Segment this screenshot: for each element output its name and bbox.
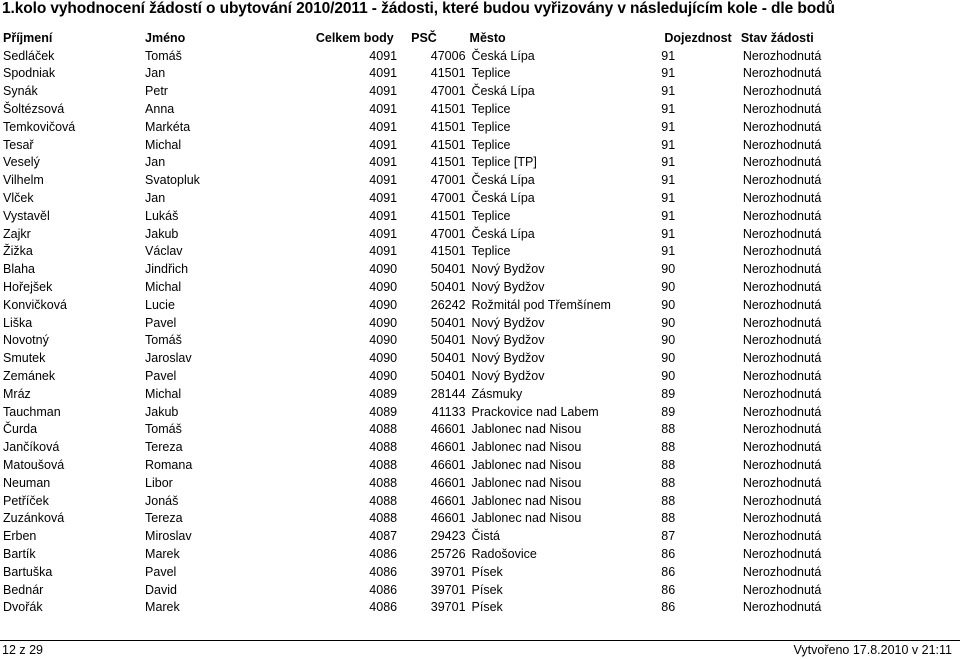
table-row (0, 474, 960, 492)
cell-surname: Bartuška (3, 564, 53, 579)
table-header-row (0, 29, 960, 47)
cell-status: Nerozhodnutá (742, 564, 822, 579)
table-row (0, 100, 960, 118)
cell-commute: 88 (661, 493, 676, 508)
cell-postal-code: 50401 (430, 280, 466, 295)
cell-status: Nerozhodnutá (742, 547, 822, 561)
cell-first-name: Petr (145, 84, 168, 99)
page-number: 12 z 29 (2, 643, 44, 657)
cell-first-name: Svatopluk (145, 173, 200, 188)
column-header-first-name: Jméno (145, 30, 186, 45)
cell-postal-code: 50401 (430, 351, 466, 366)
cell-first-name: Jaroslav (145, 351, 192, 366)
cell-postal-code: 46601 (430, 511, 466, 526)
cell-postal-code: 41133 (431, 404, 466, 419)
cell-city: Písek (471, 564, 503, 579)
cell-commute: 91 (661, 226, 676, 241)
cell-commute: 88 (661, 422, 676, 437)
cell-commute: 86 (661, 564, 676, 579)
cell-first-name: Lucie (145, 297, 175, 312)
table-row (0, 527, 960, 545)
cell-city: Teplice (471, 208, 511, 223)
cell-city: Česká Lípa (471, 191, 535, 206)
cell-city: Nový Bydžov (471, 369, 545, 384)
cell-status: Nerozhodnutá (742, 280, 822, 295)
cell-postal-code: 46601 (430, 493, 466, 508)
cell-status: Nerozhodnutá (742, 404, 822, 419)
cell-total-points: 4090 (369, 280, 398, 295)
cell-city: Teplice [TP] (471, 155, 537, 170)
cell-surname: Matoušová (3, 458, 65, 473)
applications-table (0, 29, 960, 616)
cell-commute: 91 (661, 208, 676, 223)
cell-total-points: 4090 (369, 369, 398, 384)
cell-status: Nerozhodnutá (742, 529, 822, 544)
table-row (0, 243, 960, 261)
cell-surname: Synák (3, 84, 38, 99)
cell-surname: Neuman (3, 475, 51, 490)
cell-postal-code: 41501 (430, 208, 466, 223)
cell-city: Jablonec nad Nisou (471, 493, 582, 508)
cell-first-name: Pavel (145, 564, 177, 579)
cell-city: Jablonec nad Nisou (471, 511, 582, 526)
cell-first-name: Tomáš (145, 422, 182, 437)
cell-commute: 88 (661, 475, 676, 490)
cell-city: Česká Lípa (471, 48, 535, 63)
cell-city: Teplice (471, 137, 511, 152)
cell-postal-code: 41501 (430, 155, 466, 170)
cell-surname: Vystavěl (3, 208, 50, 223)
cell-postal-code: 25726 (430, 547, 466, 561)
cell-total-points: 4091 (369, 244, 398, 259)
cell-status: Nerozhodnutá (742, 600, 822, 615)
cell-status: Nerozhodnutá (742, 262, 822, 277)
cell-first-name: Tomáš (145, 333, 182, 348)
table-row (0, 492, 960, 510)
cell-surname: Jančíková (3, 440, 60, 455)
cell-postal-code: 46601 (430, 422, 466, 437)
table-row (0, 563, 960, 581)
cell-surname: Mráz (3, 386, 31, 401)
cell-surname: Dvořák (3, 600, 43, 615)
cell-city: Česká Lípa (471, 173, 535, 188)
table-row (0, 545, 960, 563)
cell-status: Nerozhodnutá (742, 119, 822, 134)
cell-status: Nerozhodnutá (742, 48, 822, 63)
cell-first-name: Libor (145, 475, 173, 490)
cell-postal-code: 41501 (430, 244, 466, 259)
cell-status: Nerozhodnutá (742, 102, 822, 117)
column-header-surname: Příjmení (3, 30, 53, 45)
cell-total-points: 4089 (369, 386, 398, 401)
cell-first-name: Jakub (145, 226, 179, 241)
cell-city: Nový Bydžov (471, 262, 545, 277)
cell-first-name: Pavel (145, 315, 177, 330)
cell-first-name: Tereza (145, 511, 183, 526)
cell-status: Nerozhodnutá (742, 511, 822, 526)
cell-total-points: 4091 (369, 173, 398, 188)
created-timestamp: Vytvořeno 17.8.2010 v 21:11 (793, 643, 952, 657)
cell-status: Nerozhodnutá (742, 244, 822, 259)
table-row (0, 260, 960, 278)
cell-first-name: Michal (145, 386, 182, 401)
cell-status: Nerozhodnutá (742, 66, 822, 81)
cell-city: Jablonec nad Nisou (471, 422, 582, 437)
cell-surname: Vilhelm (3, 173, 44, 188)
cell-postal-code: 29423 (430, 529, 466, 544)
cell-total-points: 4091 (369, 137, 398, 152)
cell-first-name: Václav (145, 244, 183, 259)
cell-surname: Konvičková (3, 297, 67, 312)
table-row (0, 367, 960, 385)
cell-surname: Spodniak (3, 66, 56, 81)
cell-total-points: 4088 (369, 440, 398, 455)
table-row (0, 189, 960, 207)
table-row (0, 421, 960, 439)
table-row (0, 332, 960, 350)
table-row (0, 82, 960, 100)
cell-city: Radošovice (471, 547, 537, 561)
cell-surname: Erben (3, 529, 37, 544)
cell-first-name: Miroslav (145, 529, 192, 544)
cell-status: Nerozhodnutá (742, 84, 822, 99)
cell-commute: 90 (661, 315, 676, 330)
cell-surname: Zuzánková (3, 511, 65, 526)
cell-first-name: Marek (145, 600, 180, 615)
cell-first-name: Tomáš (145, 48, 182, 63)
table-row (0, 65, 960, 83)
cell-first-name: Michal (145, 280, 182, 295)
cell-status: Nerozhodnutá (742, 386, 822, 401)
cell-commute: 90 (661, 369, 676, 384)
cell-city: Teplice (471, 102, 511, 117)
cell-postal-code: 41501 (430, 102, 466, 117)
cell-city: Jablonec nad Nisou (471, 458, 582, 473)
cell-first-name: Jakub (145, 404, 179, 419)
cell-first-name: David (145, 582, 177, 597)
table-row (0, 349, 960, 367)
cell-city: Jablonec nad Nisou (471, 440, 582, 455)
cell-total-points: 4090 (369, 333, 398, 348)
cell-surname: Tauchman (3, 404, 61, 419)
cell-total-points: 4088 (369, 475, 398, 490)
cell-postal-code: 41501 (430, 137, 466, 152)
cell-first-name: Jindřich (145, 262, 189, 277)
cell-total-points: 4091 (369, 155, 398, 170)
cell-total-points: 4088 (369, 422, 398, 437)
cell-commute: 90 (661, 262, 676, 277)
cell-commute: 86 (661, 582, 676, 597)
cell-commute: 91 (661, 119, 676, 134)
cell-first-name: Tereza (145, 440, 183, 455)
cell-total-points: 4091 (369, 119, 398, 134)
cell-commute: 91 (661, 244, 676, 259)
cell-city: Prackovice nad Labem (471, 404, 599, 419)
table-row (0, 47, 960, 65)
cell-commute: 91 (661, 84, 676, 99)
cell-commute: 88 (661, 458, 676, 473)
cell-city: Jablonec nad Nisou (471, 475, 582, 490)
cell-status: Nerozhodnutá (742, 475, 822, 490)
cell-commute: 87 (661, 529, 676, 544)
cell-total-points: 4088 (369, 511, 398, 526)
cell-postal-code: 50401 (430, 315, 466, 330)
cell-total-points: 4090 (369, 351, 398, 366)
cell-status: Nerozhodnutá (742, 315, 822, 330)
cell-postal-code: 46601 (430, 458, 466, 473)
cell-total-points: 4086 (369, 600, 398, 615)
cell-commute: 88 (661, 440, 676, 455)
cell-commute: 88 (661, 511, 676, 526)
cell-surname: Hořejšek (3, 280, 53, 295)
cell-status: Nerozhodnutá (742, 208, 822, 223)
cell-total-points: 4091 (369, 102, 398, 117)
cell-status: Nerozhodnutá (742, 493, 822, 508)
table-row (0, 314, 960, 332)
cell-total-points: 4091 (369, 226, 398, 241)
table-row (0, 581, 960, 599)
cell-postal-code: 28144 (430, 386, 466, 401)
cell-city: Písek (471, 600, 503, 615)
cell-surname: Bednár (3, 582, 44, 597)
cell-commute: 91 (661, 191, 676, 206)
column-header-total-points: Celkem body (315, 30, 394, 45)
cell-city: Nový Bydžov (471, 280, 545, 295)
cell-total-points: 4091 (369, 191, 398, 206)
table-row (0, 438, 960, 456)
cell-status: Nerozhodnutá (742, 351, 822, 366)
cell-surname: Sedláček (3, 48, 55, 63)
column-header-commute: Dojezdnost (664, 30, 732, 45)
cell-postal-code: 26242 (430, 297, 466, 312)
cell-postal-code: 50401 (430, 333, 466, 348)
cell-commute: 86 (661, 600, 676, 615)
cell-status: Nerozhodnutá (742, 226, 822, 241)
cell-surname: Veselý (3, 155, 40, 170)
column-header-postal-code: PSČ (411, 30, 437, 45)
cell-first-name: Jan (145, 191, 166, 206)
cell-city: Česká Lípa (471, 84, 535, 99)
cell-first-name: Jan (145, 155, 166, 170)
cell-total-points: 4090 (369, 315, 398, 330)
cell-first-name: Michal (145, 137, 182, 152)
table-row (0, 154, 960, 172)
cell-total-points: 4091 (369, 208, 398, 223)
cell-surname: Bartík (3, 547, 36, 561)
cell-city: Nový Bydžov (471, 315, 545, 330)
cell-postal-code: 50401 (430, 262, 466, 277)
cell-first-name: Marek (145, 547, 180, 561)
cell-city: Nový Bydžov (471, 351, 545, 366)
cell-total-points: 4089 (369, 404, 398, 419)
table-row (0, 278, 960, 296)
cell-commute: 91 (661, 66, 676, 81)
table-row (0, 136, 960, 154)
cell-first-name: Pavel (145, 369, 177, 384)
cell-first-name: Jan (145, 66, 166, 81)
cell-postal-code: 46601 (430, 475, 466, 490)
cell-status: Nerozhodnutá (742, 297, 822, 312)
cell-commute: 86 (661, 547, 676, 561)
cell-postal-code: 41501 (430, 119, 466, 134)
cell-first-name: Markéta (145, 119, 191, 134)
cell-surname: Smutek (3, 351, 46, 366)
cell-city: Čistá (471, 529, 501, 544)
cell-city: Teplice (471, 66, 511, 81)
table-row (0, 207, 960, 225)
cell-total-points: 4086 (369, 582, 398, 597)
cell-commute: 90 (661, 351, 676, 366)
cell-status: Nerozhodnutá (742, 191, 822, 206)
cell-total-points: 4088 (369, 458, 398, 473)
cell-postal-code: 47001 (430, 191, 466, 206)
cell-surname: Čurda (3, 422, 38, 437)
footer-divider (0, 640, 960, 641)
cell-first-name: Anna (145, 102, 175, 117)
cell-postal-code: 47001 (430, 226, 466, 241)
cell-status: Nerozhodnutá (742, 137, 822, 152)
cell-first-name: Lukáš (145, 208, 179, 223)
cell-status: Nerozhodnutá (742, 422, 822, 437)
cell-postal-code: 41501 (430, 66, 466, 81)
cell-surname: Zajkr (3, 226, 31, 241)
table-row (0, 385, 960, 403)
cell-postal-code: 47001 (430, 173, 466, 188)
cell-status: Nerozhodnutá (742, 333, 822, 348)
cell-surname: Tesař (3, 137, 34, 152)
page-title: 1.kolo vyhodnocení žádostí o ubytování 2010/2011 - žádosti, které budou vyřizovány v následujícím kole - dle bodů (2, 0, 835, 17)
table-row (0, 225, 960, 243)
cell-postal-code: 47006 (430, 48, 466, 63)
cell-commute: 90 (661, 333, 676, 348)
cell-total-points: 4090 (369, 297, 398, 312)
cell-postal-code: 39701 (430, 564, 466, 579)
cell-status: Nerozhodnutá (742, 440, 822, 455)
cell-commute: 91 (661, 173, 676, 188)
cell-postal-code: 39701 (430, 600, 466, 615)
cell-first-name: Romana (145, 458, 193, 473)
cell-commute: 91 (661, 102, 676, 117)
cell-status: Nerozhodnutá (742, 582, 822, 597)
cell-city: Písek (471, 582, 503, 597)
cell-total-points: 4091 (369, 48, 398, 63)
cell-surname: Šoltézsová (3, 102, 65, 117)
cell-surname: Temkovičová (3, 119, 76, 134)
cell-city: Teplice (471, 119, 511, 134)
cell-surname: Novotný (3, 333, 49, 348)
cell-total-points: 4091 (369, 66, 398, 81)
cell-commute: 90 (661, 297, 676, 312)
cell-status: Nerozhodnutá (742, 155, 822, 170)
cell-postal-code: 50401 (430, 369, 466, 384)
cell-total-points: 4086 (369, 547, 398, 561)
column-header-status: Stav žádosti (740, 30, 814, 45)
cell-surname: Zemánek (3, 369, 56, 384)
cell-surname: Vlček (3, 191, 34, 206)
cell-total-points: 4086 (369, 564, 398, 579)
cell-city: Nový Bydžov (471, 333, 545, 348)
column-header-city: Město (469, 30, 506, 45)
table-row (0, 296, 960, 314)
cell-commute: 91 (661, 137, 676, 152)
cell-commute: 89 (661, 386, 676, 401)
cell-commute: 89 (661, 404, 676, 419)
table-row (0, 118, 960, 136)
cell-surname: Liška (3, 315, 33, 330)
table-row (0, 403, 960, 421)
cell-total-points: 4087 (369, 529, 398, 544)
cell-surname: Žižka (3, 244, 33, 259)
table-row (0, 456, 960, 474)
cell-status: Nerozhodnutá (742, 369, 822, 384)
table-row (0, 171, 960, 189)
cell-surname: Blaha (3, 262, 35, 277)
cell-postal-code: 47001 (430, 84, 466, 99)
cell-commute: 91 (661, 48, 676, 63)
cell-commute: 91 (661, 155, 676, 170)
cell-status: Nerozhodnutá (742, 173, 822, 188)
cell-city: Rožmitál pod Třemšínem (471, 297, 611, 312)
table-row (0, 510, 960, 528)
cell-total-points: 4088 (369, 493, 398, 508)
cell-surname: Petříček (3, 493, 49, 508)
cell-city: Teplice (471, 244, 511, 259)
table-row (0, 599, 960, 617)
cell-postal-code: 46601 (430, 440, 466, 455)
cell-total-points: 4090 (369, 262, 398, 277)
cell-city: Zásmuky (471, 386, 523, 401)
cell-commute: 90 (661, 280, 676, 295)
cell-city: Česká Lípa (471, 226, 535, 241)
cell-postal-code: 39701 (430, 582, 466, 597)
cell-status: Nerozhodnutá (742, 458, 822, 473)
cell-total-points: 4091 (369, 84, 398, 99)
cell-first-name: Jonáš (145, 493, 179, 508)
